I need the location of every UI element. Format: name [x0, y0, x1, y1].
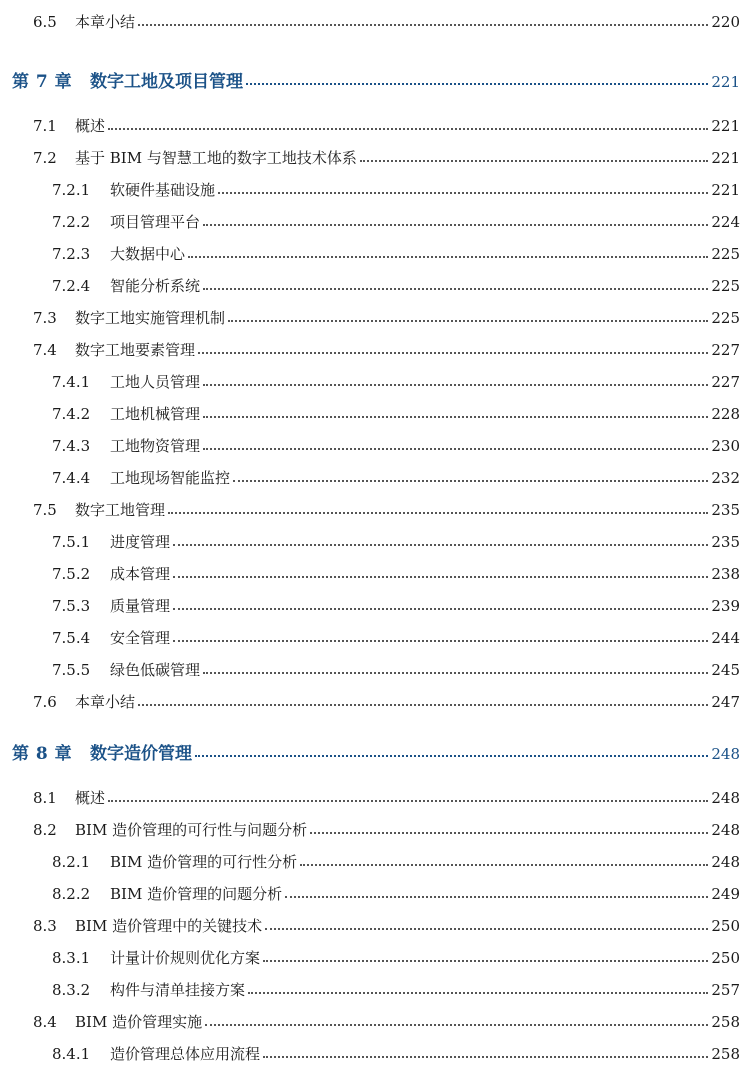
section-title: 本章小结 [75, 693, 136, 711]
section-title: 本章小结 [75, 13, 136, 31]
toc-row[interactable] [0, 110, 750, 136]
section-title: BIM 造价管理中的关键技术 [75, 917, 263, 935]
section-title: 质量管理 [110, 597, 171, 615]
page-number: 250 [711, 949, 740, 967]
section-title: 安全管理 [110, 629, 171, 647]
toc-row[interactable] [0, 302, 750, 328]
toc-row[interactable] [0, 846, 750, 872]
toc-row[interactable] [0, 494, 750, 520]
section-title: BIM 造价管理的问题分析 [110, 885, 283, 903]
page-number: 235 [711, 501, 740, 519]
toc-row[interactable] [0, 462, 750, 488]
page-number: 227 [711, 341, 740, 359]
toc-row[interactable] [0, 622, 750, 648]
section-number: 8.3 [33, 917, 57, 935]
dot-leader [218, 192, 708, 194]
section-number: 7.2 [33, 149, 57, 167]
page-number: 248 [711, 821, 740, 839]
dot-leader [203, 224, 708, 226]
section-title: 项目管理平台 [110, 213, 201, 231]
section-title: 造价管理总体应用流程 [110, 1045, 261, 1063]
page-number: 225 [711, 309, 740, 327]
section-title: 工地现场智能监控 [110, 469, 231, 487]
section-title: 工地人员管理 [110, 373, 201, 391]
page-number: 239 [711, 597, 740, 615]
section-number: 6.5 [33, 13, 57, 31]
dot-leader [248, 992, 708, 994]
section-title: 数字工地及项目管理 [90, 72, 243, 92]
toc-row[interactable] [0, 238, 750, 264]
section-title: 绿色低碳管理 [110, 661, 201, 679]
page-number: 238 [711, 565, 740, 583]
page-number: 227 [711, 373, 740, 391]
section-title: 工地机械管理 [110, 405, 201, 423]
section-title: 概述 [75, 117, 106, 135]
dot-leader [263, 1056, 708, 1058]
dot-leader [108, 800, 708, 802]
page-number: 220 [711, 13, 740, 31]
section-title: 成本管理 [110, 565, 171, 583]
section-number: 7.2.4 [52, 277, 91, 295]
section-number: 7.1 [33, 117, 57, 135]
section-number: 7.4.3 [52, 437, 91, 455]
section-number: 7.5.4 [52, 629, 91, 647]
toc-row[interactable] [0, 270, 750, 296]
dot-leader [265, 928, 708, 930]
section-title: 数字造价管理 [90, 744, 192, 764]
dot-leader [173, 544, 708, 546]
page-number: 245 [711, 661, 740, 679]
toc-row[interactable] [0, 974, 750, 1000]
dot-leader [173, 640, 708, 642]
section-number: 8.3.2 [52, 981, 91, 999]
toc-row[interactable] [0, 174, 750, 200]
dot-leader [173, 608, 708, 610]
toc-row[interactable] [0, 654, 750, 680]
page-number: 258 [711, 1045, 740, 1063]
dot-leader [285, 896, 708, 898]
section-title: 工地物资管理 [110, 437, 201, 455]
dot-leader [198, 352, 708, 354]
dot-leader [138, 24, 708, 26]
section-title: 计量计价规则优化方案 [110, 949, 261, 967]
dot-leader [203, 416, 708, 418]
section-title: BIM 造价管理实施 [75, 1013, 203, 1031]
toc-row[interactable] [0, 1038, 750, 1064]
section-number: 7.4.1 [52, 373, 91, 391]
page-number: 221 [711, 181, 740, 199]
section-number: 7.4.2 [52, 405, 91, 423]
dot-leader [203, 288, 708, 290]
toc-row[interactable] [0, 366, 750, 392]
page-number: 224 [711, 213, 740, 231]
toc-row[interactable] [0, 814, 750, 840]
dot-leader [203, 384, 708, 386]
page-number: 258 [711, 1013, 740, 1031]
section-number: 7.2.3 [52, 245, 91, 263]
section-number: 第 7 章 [12, 72, 73, 92]
section-number: 7.5.5 [52, 661, 91, 679]
section-title: 数字工地要素管理 [75, 341, 196, 359]
section-number: 7.5.1 [52, 533, 91, 551]
page-number: 235 [711, 533, 740, 551]
section-number: 7.2.1 [52, 181, 91, 199]
section-number: 7.5.3 [52, 597, 91, 615]
dot-leader [228, 320, 708, 322]
dot-leader [108, 128, 708, 130]
page-number: 244 [711, 629, 740, 647]
section-title: BIM 造价管理的可行性分析 [110, 853, 298, 871]
section-title: 数字工地管理 [75, 501, 166, 519]
dot-leader [138, 704, 708, 706]
section-number: 8.2.2 [52, 885, 91, 903]
toc-row[interactable] [0, 430, 750, 456]
page-number: 250 [711, 917, 740, 935]
section-title: 基于 BIM 与智慧工地的数字工地技术体系 [75, 149, 357, 167]
section-number: 8.4 [33, 1013, 57, 1031]
section-title: 概述 [75, 789, 106, 807]
toc-chapter-row[interactable] [0, 734, 750, 764]
toc-row[interactable] [0, 558, 750, 584]
toc-row[interactable] [0, 526, 750, 552]
section-number: 8.2 [33, 821, 57, 839]
section-title: 进度管理 [110, 533, 171, 551]
dot-leader [173, 576, 708, 578]
page-number: 248 [711, 789, 740, 807]
section-number: 7.5.2 [52, 565, 91, 583]
section-number: 第 8 章 [12, 744, 73, 764]
section-title: 智能分析系统 [110, 277, 201, 295]
page-number: 221 [711, 149, 740, 167]
page-number: 257 [711, 981, 740, 999]
dot-leader [360, 160, 709, 162]
section-title: 数字工地实施管理机制 [75, 309, 226, 327]
toc-row[interactable] [0, 398, 750, 424]
section-number: 7.2.2 [52, 213, 91, 231]
toc-row[interactable] [0, 942, 750, 968]
page-number: 225 [711, 277, 740, 295]
page-number: 221 [711, 73, 740, 91]
toc-row[interactable] [0, 6, 750, 32]
toc-chapter-row[interactable] [0, 62, 750, 92]
toc-row[interactable] [0, 206, 750, 232]
toc-row[interactable] [0, 878, 750, 904]
section-number: 7.6 [33, 693, 57, 711]
dot-leader [205, 1024, 708, 1026]
section-number: 8.2.1 [52, 853, 91, 871]
dot-leader [188, 256, 708, 258]
toc-row[interactable] [0, 910, 750, 936]
toc-row[interactable] [0, 686, 750, 712]
section-title: 软硬件基础设施 [110, 181, 216, 199]
dot-leader [168, 512, 708, 514]
dot-leader [203, 448, 708, 450]
page-number: 232 [711, 469, 740, 487]
section-number: 8.1 [33, 789, 57, 807]
toc-row[interactable] [0, 1006, 750, 1032]
page-number: 247 [711, 693, 740, 711]
toc-row[interactable] [0, 590, 750, 616]
section-number: 8.4.1 [52, 1045, 91, 1063]
section-number: 8.3.1 [52, 949, 91, 967]
section-number: 7.5 [33, 501, 57, 519]
dot-leader [203, 672, 708, 674]
page-number: 249 [711, 885, 740, 903]
dot-leader [246, 83, 708, 85]
dot-leader [310, 832, 708, 834]
page-number: 230 [711, 437, 740, 455]
section-title: 构件与清单挂接方案 [110, 981, 246, 999]
toc-row[interactable] [0, 782, 750, 808]
page-number: 248 [711, 853, 740, 871]
page-number: 225 [711, 245, 740, 263]
page-number: 228 [711, 405, 740, 423]
page-number: 248 [711, 745, 740, 763]
dot-leader [195, 755, 708, 757]
section-number: 7.4.4 [52, 469, 91, 487]
toc-row[interactable] [0, 142, 750, 168]
section-number: 7.4 [33, 341, 57, 359]
section-title: 大数据中心 [110, 245, 186, 263]
dot-leader [233, 480, 708, 482]
dot-leader [300, 864, 708, 866]
toc-row[interactable] [0, 334, 750, 360]
section-number: 7.3 [33, 309, 57, 327]
dot-leader [263, 960, 708, 962]
section-title: BIM 造价管理的可行性与问题分析 [75, 821, 308, 839]
page-number: 221 [711, 117, 740, 135]
